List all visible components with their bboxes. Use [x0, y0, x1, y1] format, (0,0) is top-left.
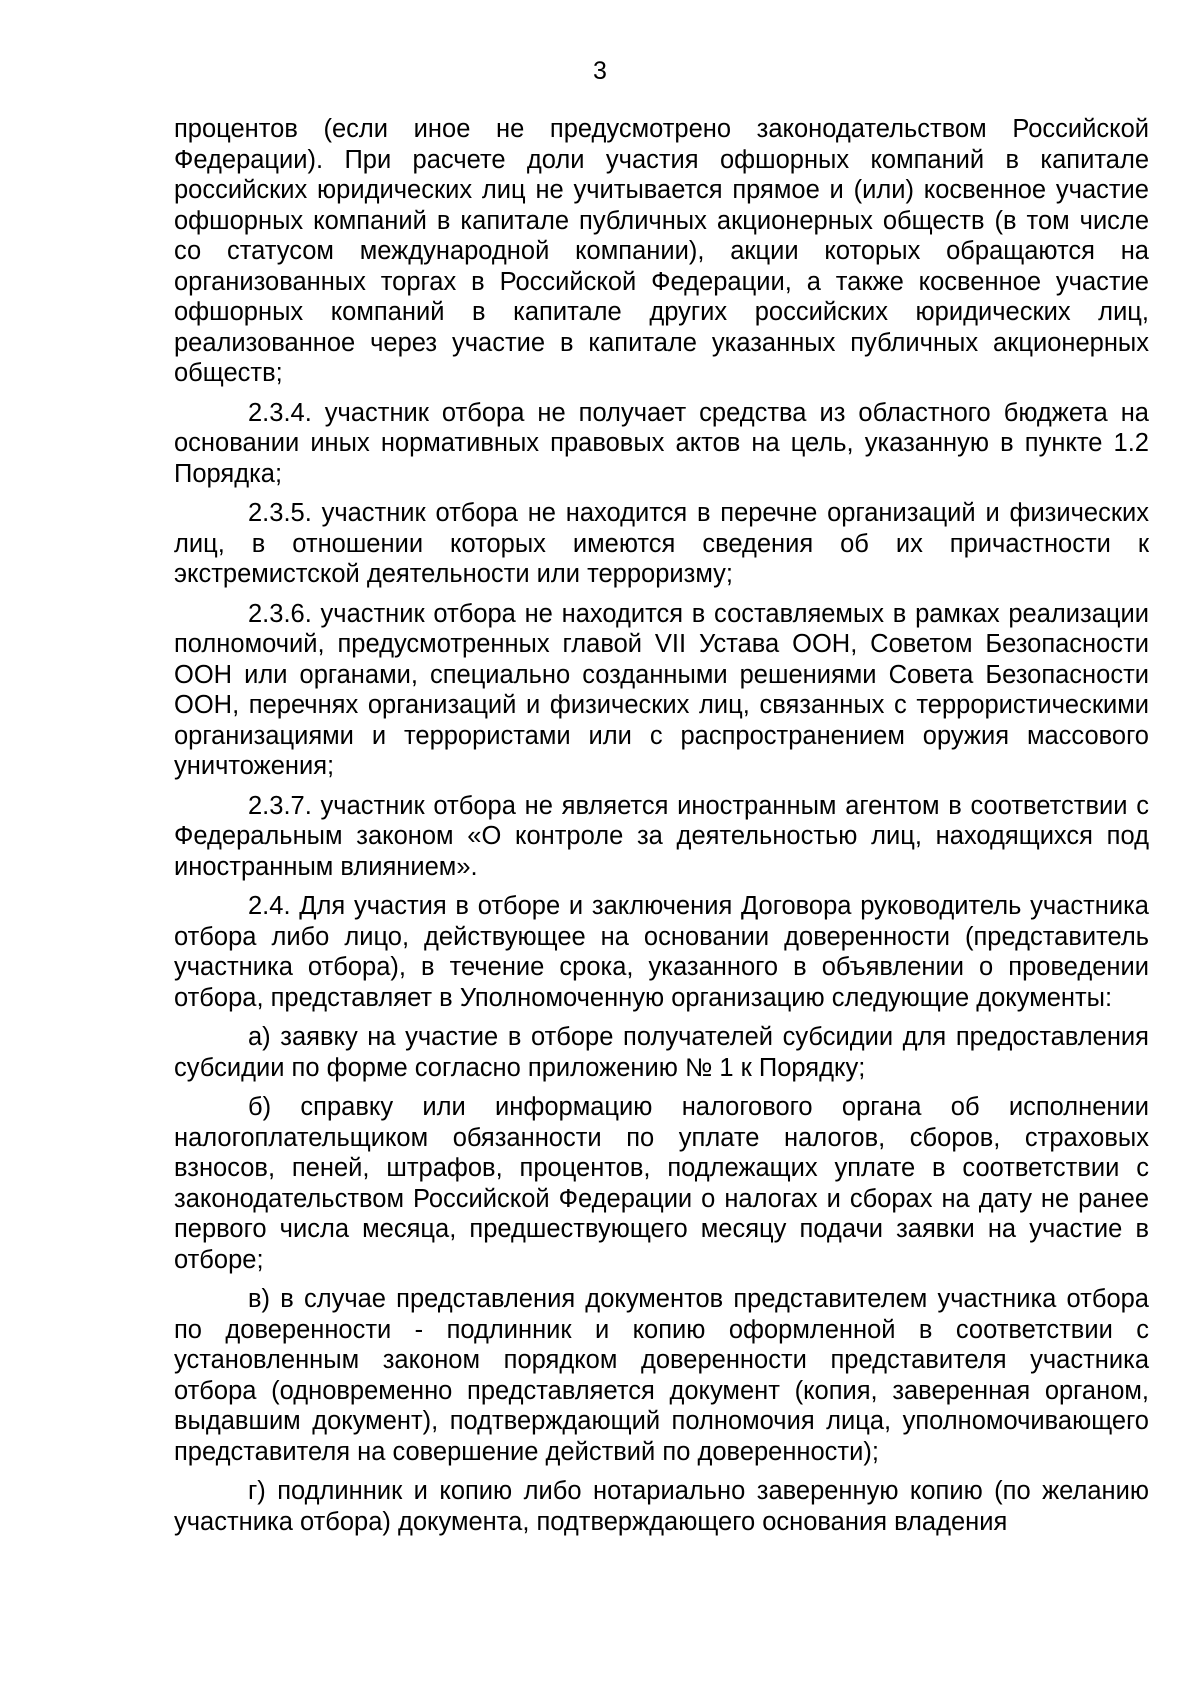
paragraph: 2.3.7. участник отбора не является иностранным агентом в соответствии с Федеральным законом «О контроле за деятельностью лиц, находящихся под иностранным влиянием». — [174, 791, 1149, 881]
paragraph: 2.3.6. участник отбора не находится в составляемых в рамках реализации полномочий, предусмотренных главой VII Устава ООН, Советом Безопасности ООН или органами, специально созданными решениями Совета Безопасности ООН, перечнях организаций и физических лиц, связанных с террористическими организациями и террористами или с распространением оружия массового уничтожения; — [174, 599, 1149, 780]
paragraph: б) справку или информацию налогового органа об исполнении налогоплательщиком обязанности по уплате налогов, сборов, страховых взносов, пеней, штрафов, процентов, подлежащих уплате в соответствии с законодательством Российской Федерации о налогах и сборах на дату не ранее первого числа месяца, предшествующего месяцу подачи заявки на участие в отборе; — [174, 1093, 1149, 1274]
document-body — [174, 114, 1149, 1546]
paragraph: 2.3.5. участник отбора не находится в перечне организаций и физических лиц, в отношении которых имеются сведения об их причастности к экстремистской деятельности или терроризму; — [174, 499, 1149, 588]
paragraph: 2.3.4. участник отбора не получает средства из областного бюджета на основании иных нормативных правовых актов на цель, указанную в пункте 1.2 Порядка; — [174, 398, 1149, 488]
paragraph: г) подлинник и копию либо нотариально заверенную копию (по желанию участника отбора) документа, подтверждающего основания владения — [174, 1477, 1149, 1536]
page-number: 3 — [593, 57, 607, 85]
paragraph: 2.4. Для участия в отборе и заключения Договора руководитель участника отбора либо лицо, действующее на основании доверенности (представитель участника отбора), в течение срока, указанного в объявлении о проведении отбора, представляет в Уполномоченную организацию следующие документы: — [174, 892, 1149, 1012]
paragraph: а) заявку на участие в отборе получателей субсидии для предоставления субсидии по форме согласно приложению № 1 к Порядку; — [174, 1023, 1149, 1082]
paragraph: в) в случае представления документов представителем участника отбора по доверенности - подлинник и копию оформленной в соответствии с установленным законом порядком доверенности представителя участника отбора (одновременно представляется документ (копия, заверенная органом, выдавшим документ), подтверждающий полномочия лица, уполномочивающего представителя на совершение действий по доверенности); — [174, 1285, 1149, 1466]
paragraph: процентов (если иное не предусмотрено законодательством Российской Федерации). При расчете доли участия офшорных компаний в капитале российских юридических лиц не учитывается прямое и (или) косвенное участие офшорных компаний в капитале публичных акционерных обществ (в том числе со статусом международной компании), акции которых обращаются на организованных торгах в Российской Федерации, а также косвенное участие офшорных компаний в капитале других российских юридических лиц, реализованное через участие в капитале указанных публичных акционерных обществ; — [174, 115, 1149, 387]
